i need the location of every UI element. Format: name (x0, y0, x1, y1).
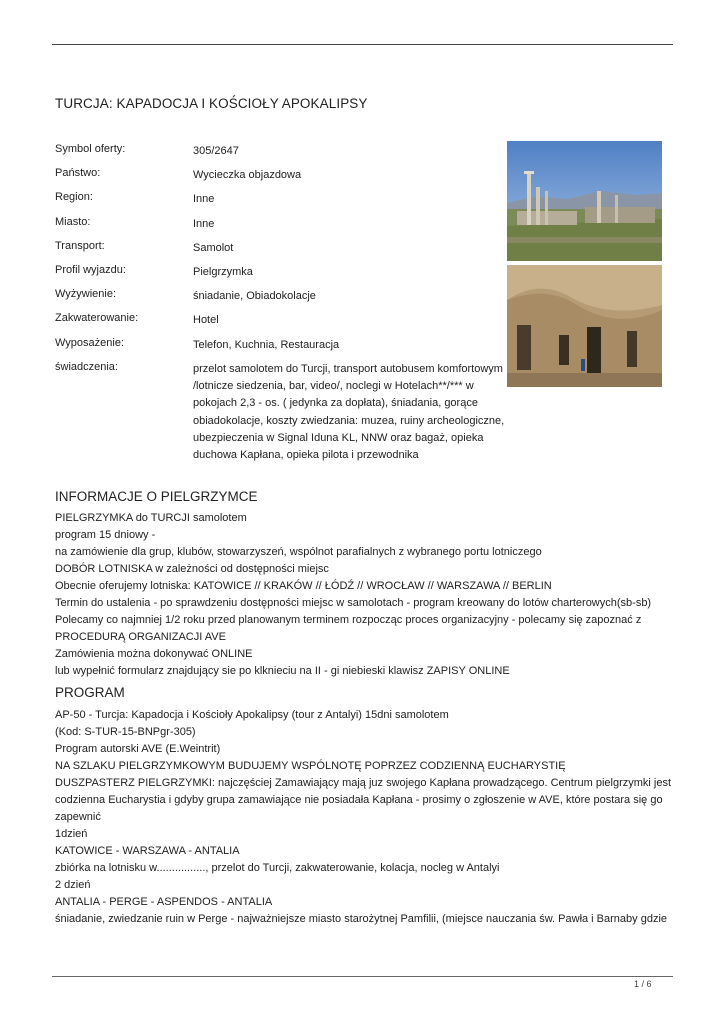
property-value: przelot samolotem do Turcji, transport autobusem komfortowym /lotnicze siedzenia, bar, video/, noclegi w Hotelach**/*** w pokojach 2,3 - os. ( jedynka za dopłata), śniadania, gorące obiadokolacje, koszty zwiedzania: muzea, ruiny archeologiczne, ubezpieczenia w Signal Iduna KL, NNW oraz bagaż, opieka duchowa Kapłana, opieka pilota i przewodnika (193, 362, 505, 462)
text-line: Termin do ustalenia - po sprawdzeniu dostępności miejsc w samolotach - program kreowany do lotów charterowych(sb-sb) (55, 597, 652, 609)
text-line: zbiórka na lotnisku w................, przelot do Turcji, zakwaterowanie, kolacja, nocleg w Antalyi (55, 862, 500, 874)
property-label: Profil wyjazdu: (55, 263, 126, 276)
property-row (55, 337, 510, 361)
text-line: ANTALIA - PERGE - ASPENDOS - ANTALIA (55, 896, 273, 908)
text-line: na zamówienie dla grup, klubów, stowarzyszeń, wspólnot parafialnych z wybranego portu lotniczego (55, 546, 542, 558)
property-row (55, 240, 510, 264)
text-line: 1dzień (55, 828, 88, 840)
header-rule (52, 44, 673, 45)
property-value: Hotel (193, 314, 219, 327)
ruins-photo (507, 141, 662, 261)
property-label: Wyposażenie: (55, 336, 124, 349)
page-number: 1 / 6 (634, 979, 652, 989)
property-value: Wycieczka objazdowa (193, 169, 302, 182)
property-row (55, 143, 510, 167)
text-line: 2 dzień (55, 879, 91, 891)
property-label: Miasto: (55, 215, 91, 228)
text-line: Program autorski AVE (E.Weintrit) (55, 743, 221, 755)
property-row (55, 288, 510, 312)
text-line: DOBÓR LOTNISKA w zależności od dostępności miejsc (55, 563, 329, 575)
property-label: Symbol oferty: (55, 143, 126, 155)
program-text (55, 707, 673, 928)
property-value: 305/2647 (193, 145, 239, 157)
info-heading: INFORMACJE O PIELGRZYMCE (55, 489, 258, 504)
text-line: program 15 dniowy - (55, 529, 156, 541)
text-line: PIELGRZYMKA do TURCJI samolotem (55, 512, 247, 524)
text-line: lub wypełnić formularz znajdujący sie po klknieciu na II - gi niebieski klawisz ZAPISY ONLINE (55, 665, 510, 677)
text-line: PROCEDURĄ ORGANIZACJI AVE (55, 631, 226, 643)
text-line: NA SZLAKU PIELGRZYMKOWYM BUDUJEMY WSPÓLNOTĘ POPRZEZ CODZIENNĄ EUCHARYSTIĘ (55, 760, 566, 772)
text-line: AP-50 - Turcja: Kapadocja i Kościoły Apokalipsy (tour z Antalyi) 15dni samolotem (55, 709, 449, 721)
property-label: Zakwaterowanie: (55, 312, 139, 325)
property-label: Region: (55, 191, 93, 204)
footer-rule (52, 976, 673, 977)
text-line: (Kod: S-TUR-15-BNPgr-305) (55, 726, 196, 738)
property-value: śniadanie, Obiadokolacje (193, 290, 316, 303)
property-value: Telefon, Kuchnia, Restauracja (193, 338, 340, 351)
property-row (55, 167, 510, 191)
text-line: KATOWICE - WARSZAWA - ANTALIA (55, 845, 240, 857)
property-label: Wyżywienie: (55, 288, 117, 301)
property-row (55, 264, 510, 288)
property-row (55, 361, 510, 465)
property-row (55, 312, 510, 336)
text-line: Obecnie oferujemy lotniska: KATOWICE // KRAKÓW // ŁÓDŹ // WROCŁAW // WARSZAWA // BERLIN (55, 580, 552, 592)
text-line: Polecamy co najmniej 1/2 roku przed planowanym terminem rozpocząc proces organizacyjny - polecamy się zapoznać z (55, 614, 642, 626)
property-value: Inne (193, 217, 215, 230)
offer-properties (55, 143, 510, 464)
property-label: Państwo: (55, 167, 101, 180)
text-line: DUSZPASTERZ PIELGRZYMKI: najczęściej Zamawiający mają juz swojego Kapłana prowadzącego. Centrum pielgrzymki jest codzienna Eucharystia i gdyby grupa zamawiające nie posiadała Kapłana - prosimy o zgłoszenie w AVE, które postara się go zapewnić (55, 777, 672, 823)
program-heading: PROGRAM (55, 685, 125, 700)
page-title: TURCJA: KAPADOCJA I KOŚCIOŁY APOKALIPSY (55, 96, 368, 111)
text-line: Zamówienia można dokonywać ONLINE (55, 648, 253, 660)
property-label: Transport: (55, 239, 105, 252)
info-text (55, 510, 673, 680)
property-value: Inne (193, 193, 215, 206)
property-value: Samolot (193, 241, 234, 254)
property-row (55, 216, 510, 240)
property-label: świadczenia: (55, 360, 118, 373)
property-row (55, 191, 510, 215)
text-line: śniadanie, zwiedzanie ruin w Perge - najważniejsze miasto starożytnej Pamfilii, (miejsce nauczania św. Pawła i Barnaby gdzie (55, 913, 668, 925)
property-value: Pielgrzymka (193, 265, 253, 278)
cave-church-photo (507, 265, 662, 387)
